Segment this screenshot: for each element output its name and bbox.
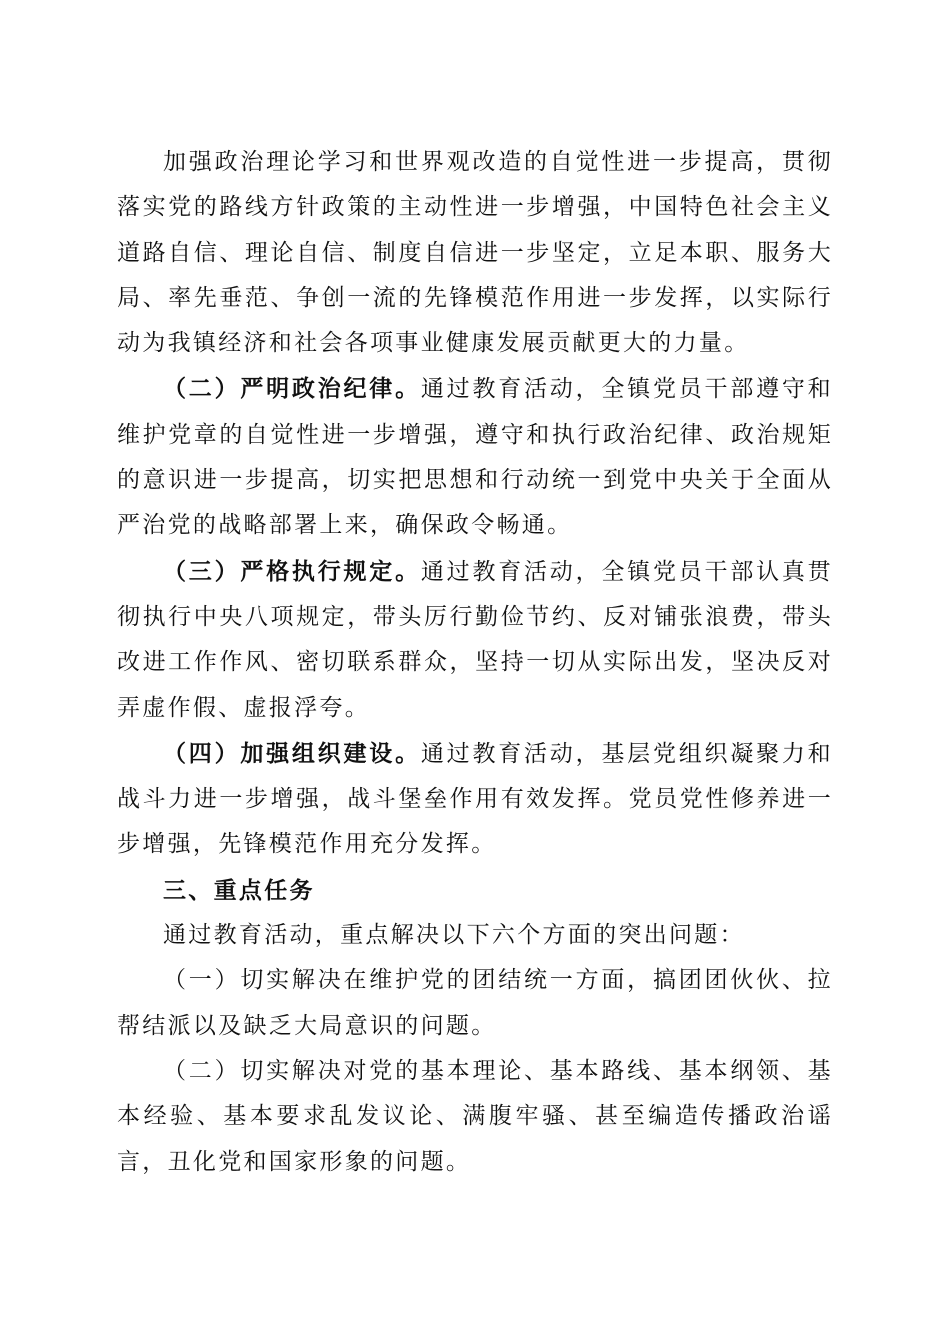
- paragraph-lead: （二）严明政治纪律。: [163, 375, 421, 403]
- paragraph-text: 通过教育活动，基层党组织凝聚力和战斗力进一步增强，战斗堡垒作用有效发挥。党员党性修养进一步增强，先锋模范作用充分发挥。: [117, 740, 833, 858]
- paragraph-enforce-rules: [117, 549, 833, 731]
- task-item-2: （二）切实解决对党的基本理论、基本路线、基本纲领、基本经验、基本要求乱发议论、满腹牢骚、甚至编造传播政治谣言，丑化党和国家形象的问题。: [117, 1057, 833, 1175]
- paragraph-goals-continued: [117, 140, 833, 366]
- paragraph-text: 通过教育活动，全镇党员干部遵守和维护党章的自觉性进一步增强，遵守和执行政治纪律、政治规矩的意识进一步提高，切实把思想和行动统一到党中央关于全面从严治党的战略部署上来，确保政令畅通。: [117, 376, 833, 539]
- paragraph-political-discipline: [117, 366, 833, 548]
- section-heading: 三、重点任务: [163, 876, 315, 904]
- document-page: [117, 140, 833, 1185]
- paragraph-organization-building: [117, 731, 833, 868]
- task-item-1: （一）切实解决在维护党的团结统一方面，搞团团伙伙、拉帮结派以及缺乏大局意识的问题。: [117, 967, 833, 1039]
- paragraph-lead: （四）加强组织建设。: [163, 739, 421, 767]
- paragraph-text: 加强政治理论学习和世界观改造的自觉性进一步提高，贯彻落实党的路线方针政策的主动性进一步增强，中国特色社会主义道路自信、理论自信、制度自信进一步坚定，立足本职、服务大局、率先垂范、争创一流的先锋模范作用进一步发挥，以实际行动为我镇经济和社会各项事业健康发展贡献更大的力量。: [117, 149, 833, 357]
- section-intro: 通过教育活动，重点解决以下六个方面的突出问题：: [163, 922, 745, 949]
- paragraph-text: 通过教育活动，全镇党员干部认真贯彻执行中央八项规定，带头厉行勤俭节约、反对铺张浪费，带头改进工作作风、密切联系群众，坚持一切从实际出发，坚决反对弄虚作假、虚报浮夸。: [117, 558, 833, 721]
- paragraph-lead: （三）严格执行规定。: [163, 557, 421, 585]
